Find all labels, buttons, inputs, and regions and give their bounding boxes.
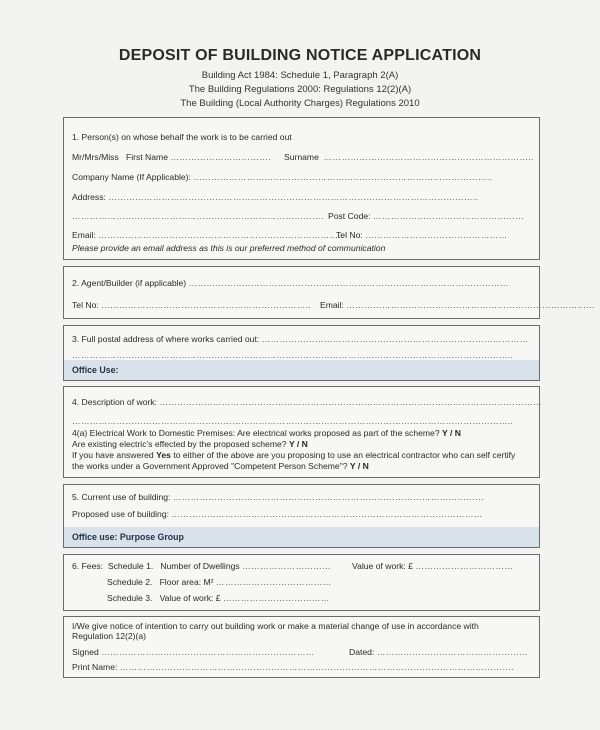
description-row: [72, 397, 542, 407]
proposed-use-row: [72, 509, 531, 519]
print-name-label: Print Name:: [72, 662, 118, 672]
agent-field[interactable]: ………………………………………………………………………………………………: [188, 278, 509, 288]
postcode-label: Post Code:: [328, 211, 371, 221]
declaration-line1: I/We give notice of intention to carry out building work or make a material change of use in accordance with: [72, 621, 479, 631]
surname-field[interactable]: ……………………………………………………………..: [323, 152, 534, 162]
signature-row: [72, 647, 531, 657]
email-note: Please provide an email address as this is our preferred method of communication: [72, 243, 386, 253]
schedule3-value-field[interactable]: ………………………………: [222, 593, 330, 603]
schedule2-label: Schedule 2.: [107, 577, 153, 587]
office-use-purpose-bar: Office use: Purpose Group: [64, 527, 539, 547]
name-row: [72, 152, 534, 162]
signed-label: Signed: [72, 647, 99, 657]
agent-tel-field[interactable]: ……………………………………………………………..: [101, 300, 312, 310]
electrical-question-c: [72, 450, 531, 460]
agent-label: 2. Agent/Builder (if applicable): [72, 278, 187, 288]
tel-label: Tel No:: [336, 230, 363, 240]
section-declaration: [63, 616, 540, 678]
floor-area-label: Floor area: M²: [159, 577, 214, 587]
floor-area-field[interactable]: …………………………………: [215, 577, 332, 587]
agent-email-field[interactable]: ………………………………………………………………………...: [346, 300, 595, 310]
electrical-question-b: [72, 439, 531, 449]
value-of-work-label: Value of work: £: [352, 561, 413, 571]
section-building-use: [63, 484, 540, 548]
company-field[interactable]: ………………………………………………………………………………………..: [193, 172, 493, 182]
electrical-question-a-text: 4(a) Electrical Work to Domestic Premises: Are electrical works proposed as part of the scheme?: [72, 428, 440, 438]
surname-label: Surname: [284, 152, 319, 162]
company-label: Company Name (If Applicable):: [72, 172, 191, 182]
address-label: Address:: [72, 192, 106, 202]
site-address-line2: [72, 350, 531, 360]
electrical-question-c-line2: [72, 461, 531, 471]
dwellings-label: Number of Dwellings: [160, 561, 240, 571]
proposed-use-label: Proposed use of building:: [72, 509, 169, 519]
subtitle-charges: The Building (Local Authority Charges) Regulations 2010: [180, 98, 420, 109]
section-agent: [63, 266, 595, 319]
section-fees: [63, 554, 540, 611]
value-of-work-field[interactable]: ……………………………: [415, 561, 514, 571]
declaration-line2: Regulation 12(2)(a): [72, 631, 147, 641]
current-use-label: 5. Current use of building:: [72, 492, 171, 502]
schedule1-row: [72, 561, 531, 571]
site-address-label: 3. Full postal address of where works carried out:: [72, 334, 260, 344]
section-site-address: [63, 325, 540, 381]
schedule3-row: [107, 593, 531, 603]
address-line2-field[interactable]: ………………………………………………………………………….: [72, 211, 324, 221]
description-label: 4. Description of work:: [72, 397, 158, 407]
schedule2-row: [107, 577, 531, 587]
description-line2-field[interactable]: …………………………………………………………………………………………………………………………………..: [72, 416, 514, 426]
signature-field[interactable]: ………………………………………………………………: [101, 647, 315, 657]
electrical-question-a-yn[interactable]: Y / N: [442, 428, 461, 438]
address2-row: [72, 211, 531, 221]
current-use-row: [72, 492, 531, 502]
dwellings-field[interactable]: …………………………: [242, 561, 332, 571]
section1-heading: 1. Person(s) on whose behalf the work is to be carried out: [72, 132, 292, 142]
description-line2: [72, 416, 531, 426]
address-row: [72, 192, 531, 202]
section-applicant: [63, 117, 540, 260]
electrical-question-a: [72, 428, 531, 438]
fees-label: 6. Fees:: [72, 561, 104, 571]
print-name-row: [72, 662, 531, 672]
print-name-field[interactable]: …………………………………………………………………………………………………………………….: [119, 662, 514, 672]
subtitle-act: Building Act 1984: Schedule 1, Paragraph 2(A): [201, 70, 399, 81]
section-description: [63, 386, 540, 478]
electrical-question-b-text: Are existing electric's effected by the proposed scheme?: [72, 439, 287, 449]
site-address-field[interactable]: ………………………………………………………………………………: [261, 334, 529, 344]
form-title: DEPOSIT OF BUILDING NOTICE APPLICATION: [118, 47, 482, 64]
schedule3-label: Schedule 3.: [107, 593, 153, 603]
agent-contact-row: [72, 300, 595, 310]
current-use-field[interactable]: ……………………………………………………………………………………………: [172, 492, 485, 502]
agent-tel-label: Tel No:: [72, 300, 99, 310]
agent-row: [72, 278, 531, 288]
email-field[interactable]: ………………………………………………………………………..: [98, 230, 344, 240]
q-c-post: to either of the above are you proposing to use an electrical contractor who can self certify: [173, 450, 516, 460]
schedule1-label: Schedule 1.: [107, 561, 154, 571]
agent-email-label: Email:: [320, 300, 344, 310]
q-c-pre: If you have answered: [72, 450, 154, 460]
contact-row: [72, 230, 531, 240]
company-row: [72, 172, 531, 182]
q-c-line2: the works under a Government Approved "Competent Person Scheme"?: [72, 461, 348, 471]
first-name-field[interactable]: …………………………….: [170, 152, 271, 162]
title-label: Mr/Mrs/Miss: [72, 152, 119, 162]
address-field[interactable]: ……………………………………………………………………………………………………………..: [108, 192, 479, 202]
proposed-use-field[interactable]: ……………………………………………………………………………………………: [171, 509, 483, 519]
date-field[interactable]: ……………………………………………: [376, 647, 528, 657]
dated-label: Dated:: [349, 647, 375, 657]
subtitle-regulations: The Building Regulations 2000: Regulations 12(2)(A): [188, 84, 412, 95]
office-use-bar: Office Use:: [64, 360, 539, 380]
schedule3-value-label: Value of work: £: [159, 593, 221, 603]
email-label: Email:: [72, 230, 96, 240]
electrical-question-c-yn[interactable]: Y / N: [349, 461, 369, 471]
first-name-label: First Name: [125, 152, 168, 162]
electrical-question-b-yn[interactable]: Y / N: [288, 439, 308, 449]
description-field[interactable]: …………………………………………………………………………………………………………………: [159, 397, 542, 407]
q-c-yes: Yes: [156, 450, 171, 460]
site-address-line2-field[interactable]: …………………………………………………………………………………………………………………………………..: [72, 350, 514, 360]
tel-field[interactable]: …………………………………………: [365, 230, 508, 240]
postcode-field[interactable]: ……………………………………………: [372, 211, 525, 221]
site-address-row: [72, 334, 531, 344]
